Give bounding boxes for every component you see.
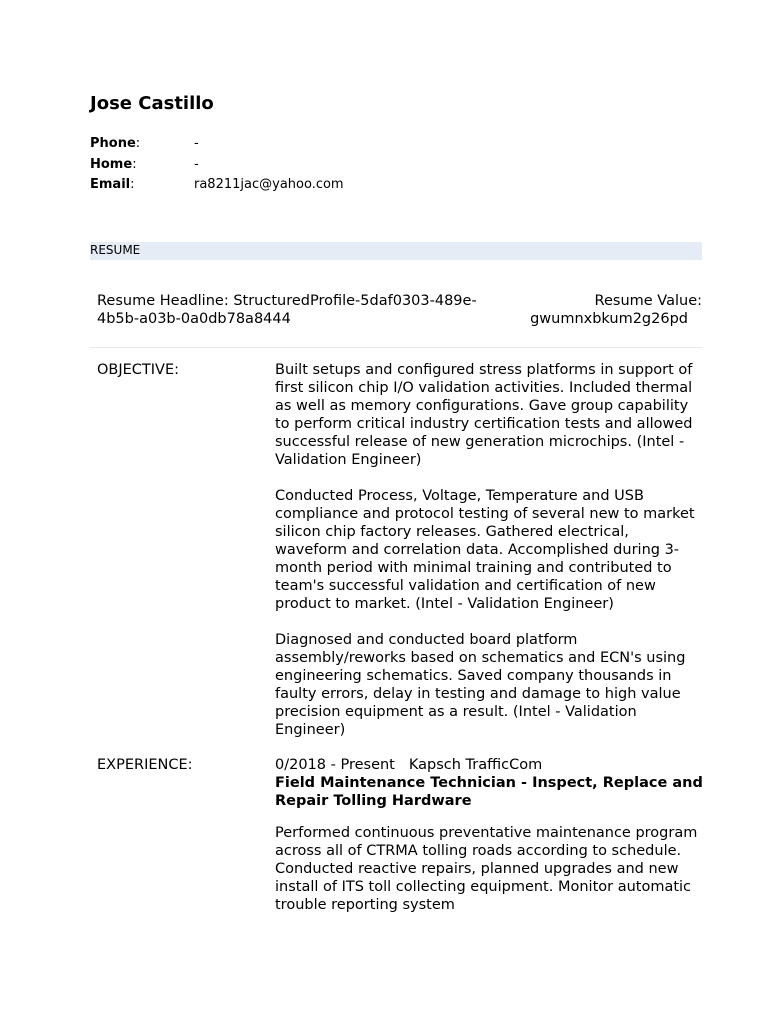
objective-paragraph: Diagnosed and conducted board platform assembly/reworks based on schematics and ECN's using engineering schematics. Saved company thousands in faulty errors, delay in testing and damage to high value precision equipment as a result. (Intel - Validation Engineer) [275, 632, 686, 738]
phone-value: - [194, 136, 199, 151]
experience-content [275, 756, 705, 914]
contact-info [90, 134, 344, 196]
phone-label: Phone: [90, 136, 141, 151]
experience-description: Performed continuous preventative maintenance program across all of CTRMA tolling roads according to schedule. Conducted reactive repairs, planned upgrades and new install of ITS toll collecting equipment. Monitor automatic trouble reporting system [275, 825, 698, 913]
section-divider [90, 347, 702, 348]
objective-content [275, 361, 705, 739]
candidate-name: Jose Castillo [90, 93, 214, 114]
objective-label: OBJECTIVE: [97, 362, 180, 378]
email-value: ra8211jac@yahoo.com [194, 177, 344, 192]
experience-dates: 0/2018 - Present [275, 757, 395, 773]
resume-section-header: RESUME [90, 242, 702, 260]
contact-row-home [90, 155, 344, 176]
resume-headline: Resume Headline: StructuredProfile-5daf0303-489e-4b5b-a03b-0a0db78a8444 [97, 293, 477, 327]
experience-job-title: Field Maintenance Technician - Inspect, Replace and Repair Tolling Hardware [275, 775, 703, 809]
contact-row-email [90, 175, 344, 196]
resume-value-text: gwumnxbkum2g26pd [530, 311, 688, 327]
email-label: Email: [90, 177, 135, 192]
contact-row-phone [90, 134, 344, 155]
objective-paragraph: Conducted Process, Voltage, Temperature and USB compliance and protocol testing of several new to market silicon chip factory releases. Gathered electrical, waveform and correlation data. Accomplished during 3-month period with minimal training and contributed to team's successful validation and certification of new product to market. (Intel - Validation Engineer) [275, 488, 695, 612]
home-label: Home: [90, 156, 137, 172]
experience-label: EXPERIENCE: [97, 757, 193, 773]
experience-company: Kapsch TrafficCom [408, 757, 543, 773]
experience-header [275, 756, 705, 774]
objective-paragraph: Built setups and configured stress platforms in support of first silicon chip I/O validation activities. Included thermal as well as memory configurations. Gave group capability to perform critical industry certification tests and allowed successful release of new generation microchips. (Intel - Validation Engineer) [275, 362, 693, 468]
resume-value-label: Resume Value: [594, 293, 702, 309]
home-value: - [194, 156, 199, 172]
resume-value [502, 292, 702, 328]
